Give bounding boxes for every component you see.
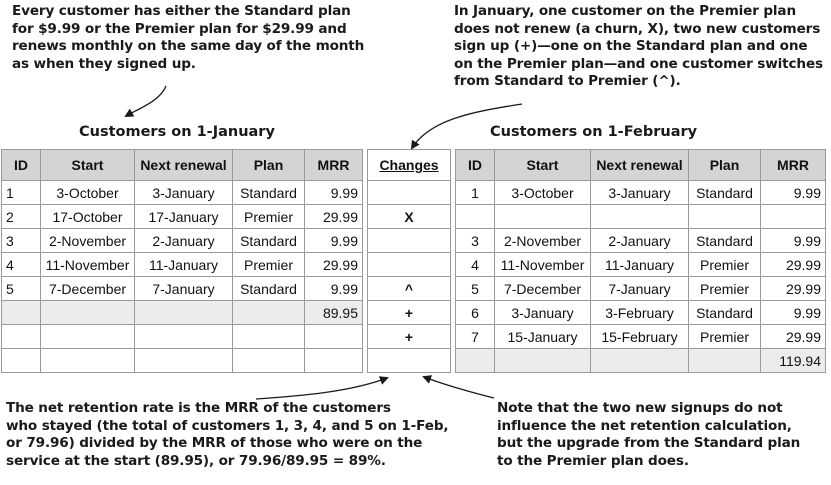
- cell-change: [368, 181, 451, 205]
- cell-id: [2, 301, 41, 325]
- cell-change: [368, 349, 451, 373]
- arrow-signups-to-column: [424, 377, 494, 398]
- cell-next-renewal: [135, 349, 233, 373]
- table-row: [368, 301, 451, 325]
- cell-next-renewal: [135, 301, 233, 325]
- cell-mrr: [305, 349, 363, 373]
- table-row: [2, 277, 363, 301]
- cell-change-signup: +: [368, 325, 451, 349]
- table-row: [2, 181, 363, 205]
- table-row-total: [2, 301, 363, 325]
- cell-next-renewal: [135, 325, 233, 349]
- cell-plan: Standard: [233, 277, 305, 301]
- cell-id: [456, 205, 495, 229]
- cell-id: 5: [456, 277, 495, 301]
- cell-start: 7-December: [495, 277, 591, 301]
- table-row: [2, 229, 363, 253]
- col-header-start: Start: [495, 150, 591, 181]
- table-row: [456, 277, 826, 301]
- cell-next-renewal: 15-February: [591, 325, 689, 349]
- cell-mrr: [761, 205, 826, 229]
- cell-id: [456, 349, 495, 373]
- cell-mrr-total: 119.94: [761, 349, 826, 373]
- cell-mrr: 29.99: [761, 277, 826, 301]
- cell-id: 4: [2, 253, 41, 277]
- cell-start: 2-November: [495, 229, 591, 253]
- cell-start: 3-January: [495, 301, 591, 325]
- cell-mrr: 9.99: [305, 181, 363, 205]
- cell-change-churn: X: [368, 205, 451, 229]
- cell-plan: [233, 325, 305, 349]
- cell-start: 3-October: [41, 181, 135, 205]
- cell-plan: Premier: [233, 205, 305, 229]
- cell-start: [495, 349, 591, 373]
- table-row: [456, 325, 826, 349]
- arrow-plans-to-table: [126, 86, 166, 116]
- cell-plan: [689, 205, 761, 229]
- table-row: [456, 205, 826, 229]
- cell-mrr: 9.99: [305, 229, 363, 253]
- cell-plan: Premier: [689, 253, 761, 277]
- cell-mrr: 29.99: [305, 253, 363, 277]
- note-plans: Every customer has either the Standard plan for $9.99 or the Premier plan for $29.99 and renews monthly on the same day of the month as when they signed up.: [12, 3, 365, 72]
- cell-id: 4: [456, 253, 495, 277]
- cell-id: 7: [456, 325, 495, 349]
- arrow-retention-to-column: [256, 378, 387, 399]
- cell-mrr: 29.99: [761, 253, 826, 277]
- cell-mrr: 9.99: [761, 301, 826, 325]
- col-header-mrr: MRR: [761, 150, 826, 181]
- table-row: [368, 205, 451, 229]
- cell-start: 17-October: [41, 205, 135, 229]
- cell-start: [495, 205, 591, 229]
- cell-id: 3: [2, 229, 41, 253]
- col-header-changes: Changes: [368, 150, 451, 181]
- cell-plan: Standard: [233, 181, 305, 205]
- cell-mrr: 9.99: [761, 181, 826, 205]
- table-row: [456, 229, 826, 253]
- table-row: [2, 205, 363, 229]
- table-row: [368, 277, 451, 301]
- cell-change-signup: +: [368, 301, 451, 325]
- note-net-retention: The net retention rate is the MRR of the customers who stayed (the total of customers 1, 3, 4, and 5 on 1-Feb, or 79.96) divided by the MRR of those who were on the service at the start (89.95), or 79.96/89.95 = 89%.: [6, 400, 449, 469]
- table-row: [456, 301, 826, 325]
- cell-plan: Premier: [689, 277, 761, 301]
- cell-mrr: 9.99: [761, 229, 826, 253]
- table-row: [368, 349, 451, 373]
- col-header-start: Start: [41, 150, 135, 181]
- cell-id: [2, 325, 41, 349]
- table-header-row: [368, 150, 451, 181]
- cell-plan: [689, 349, 761, 373]
- col-header-id: ID: [2, 150, 41, 181]
- cell-next-renewal: 7-January: [135, 277, 233, 301]
- cell-start: [41, 349, 135, 373]
- cell-next-renewal: 3-January: [591, 181, 689, 205]
- cell-plan: Premier: [689, 325, 761, 349]
- caption-customers-february: Customers on 1-February: [490, 124, 698, 140]
- table-row: [456, 181, 826, 205]
- cell-plan: Standard: [233, 229, 305, 253]
- cell-next-renewal: 3-January: [135, 181, 233, 205]
- cell-mrr: 29.99: [761, 325, 826, 349]
- table-row: [2, 349, 363, 373]
- cell-next-renewal: 11-January: [591, 253, 689, 277]
- cell-plan: Premier: [233, 253, 305, 277]
- table-row: [2, 253, 363, 277]
- cell-mrr-total: 89.95: [305, 301, 363, 325]
- cell-next-renewal: 11-January: [135, 253, 233, 277]
- cell-id: 3: [456, 229, 495, 253]
- cell-id: 1: [2, 181, 41, 205]
- cell-plan: [233, 301, 305, 325]
- cell-next-renewal: [591, 349, 689, 373]
- cell-plan: Standard: [689, 301, 761, 325]
- cell-next-renewal: [591, 205, 689, 229]
- cell-start: 3-October: [495, 181, 591, 205]
- cell-change: [368, 253, 451, 277]
- cell-change-upgrade: ^: [368, 277, 451, 301]
- col-header-id: ID: [456, 150, 495, 181]
- cell-start: [41, 301, 135, 325]
- table-row: [456, 253, 826, 277]
- cell-next-renewal: 17-January: [135, 205, 233, 229]
- cell-id: 1: [456, 181, 495, 205]
- table-row: [2, 325, 363, 349]
- note-january-changes: In January, one customer on the Premier plan does not renew (a churn, X), two new customers sign up (+)—one on the Standard plan and one on the Premier plan—and one customer switches from Standard to Premier (^).: [454, 3, 823, 90]
- table-row: [368, 229, 451, 253]
- cell-plan: Standard: [689, 229, 761, 253]
- cell-mrr: 29.99: [305, 205, 363, 229]
- cell-start: 11-November: [495, 253, 591, 277]
- cell-next-renewal: 2-January: [591, 229, 689, 253]
- col-header-mrr: MRR: [305, 150, 363, 181]
- cell-start: 2-November: [41, 229, 135, 253]
- caption-customers-january: Customers on 1-January: [79, 124, 275, 140]
- cell-id: 5: [2, 277, 41, 301]
- table-row: [368, 325, 451, 349]
- cell-start: [41, 325, 135, 349]
- cell-mrr: 9.99: [305, 277, 363, 301]
- table-customers-january: [1, 149, 363, 373]
- table-header-row: [456, 150, 826, 181]
- cell-next-renewal: 3-February: [591, 301, 689, 325]
- col-header-plan: Plan: [689, 150, 761, 181]
- cell-start: 11-November: [41, 253, 135, 277]
- cell-change: [368, 229, 451, 253]
- table-customers-february: [455, 149, 826, 373]
- cell-start: 7-December: [41, 277, 135, 301]
- col-header-next-renewal: Next renewal: [591, 150, 689, 181]
- table-row: [368, 181, 451, 205]
- table-changes: [367, 149, 451, 373]
- note-new-signups: Note that the two new signups do not influence the net retention calculation, but the upgrade from the Standard plan to the Premier plan does.: [497, 400, 801, 469]
- cell-id: 2: [2, 205, 41, 229]
- table-header-row: [2, 150, 363, 181]
- cell-start: 15-January: [495, 325, 591, 349]
- col-header-plan: Plan: [233, 150, 305, 181]
- cell-id: 6: [456, 301, 495, 325]
- cell-plan: [233, 349, 305, 373]
- table-row-total: [456, 349, 826, 373]
- table-row: [368, 253, 451, 277]
- cell-next-renewal: 2-January: [135, 229, 233, 253]
- cell-plan: Standard: [689, 181, 761, 205]
- col-header-next-renewal: Next renewal: [135, 150, 233, 181]
- cell-mrr: [305, 325, 363, 349]
- cell-next-renewal: 7-January: [591, 277, 689, 301]
- cell-id: [2, 349, 41, 373]
